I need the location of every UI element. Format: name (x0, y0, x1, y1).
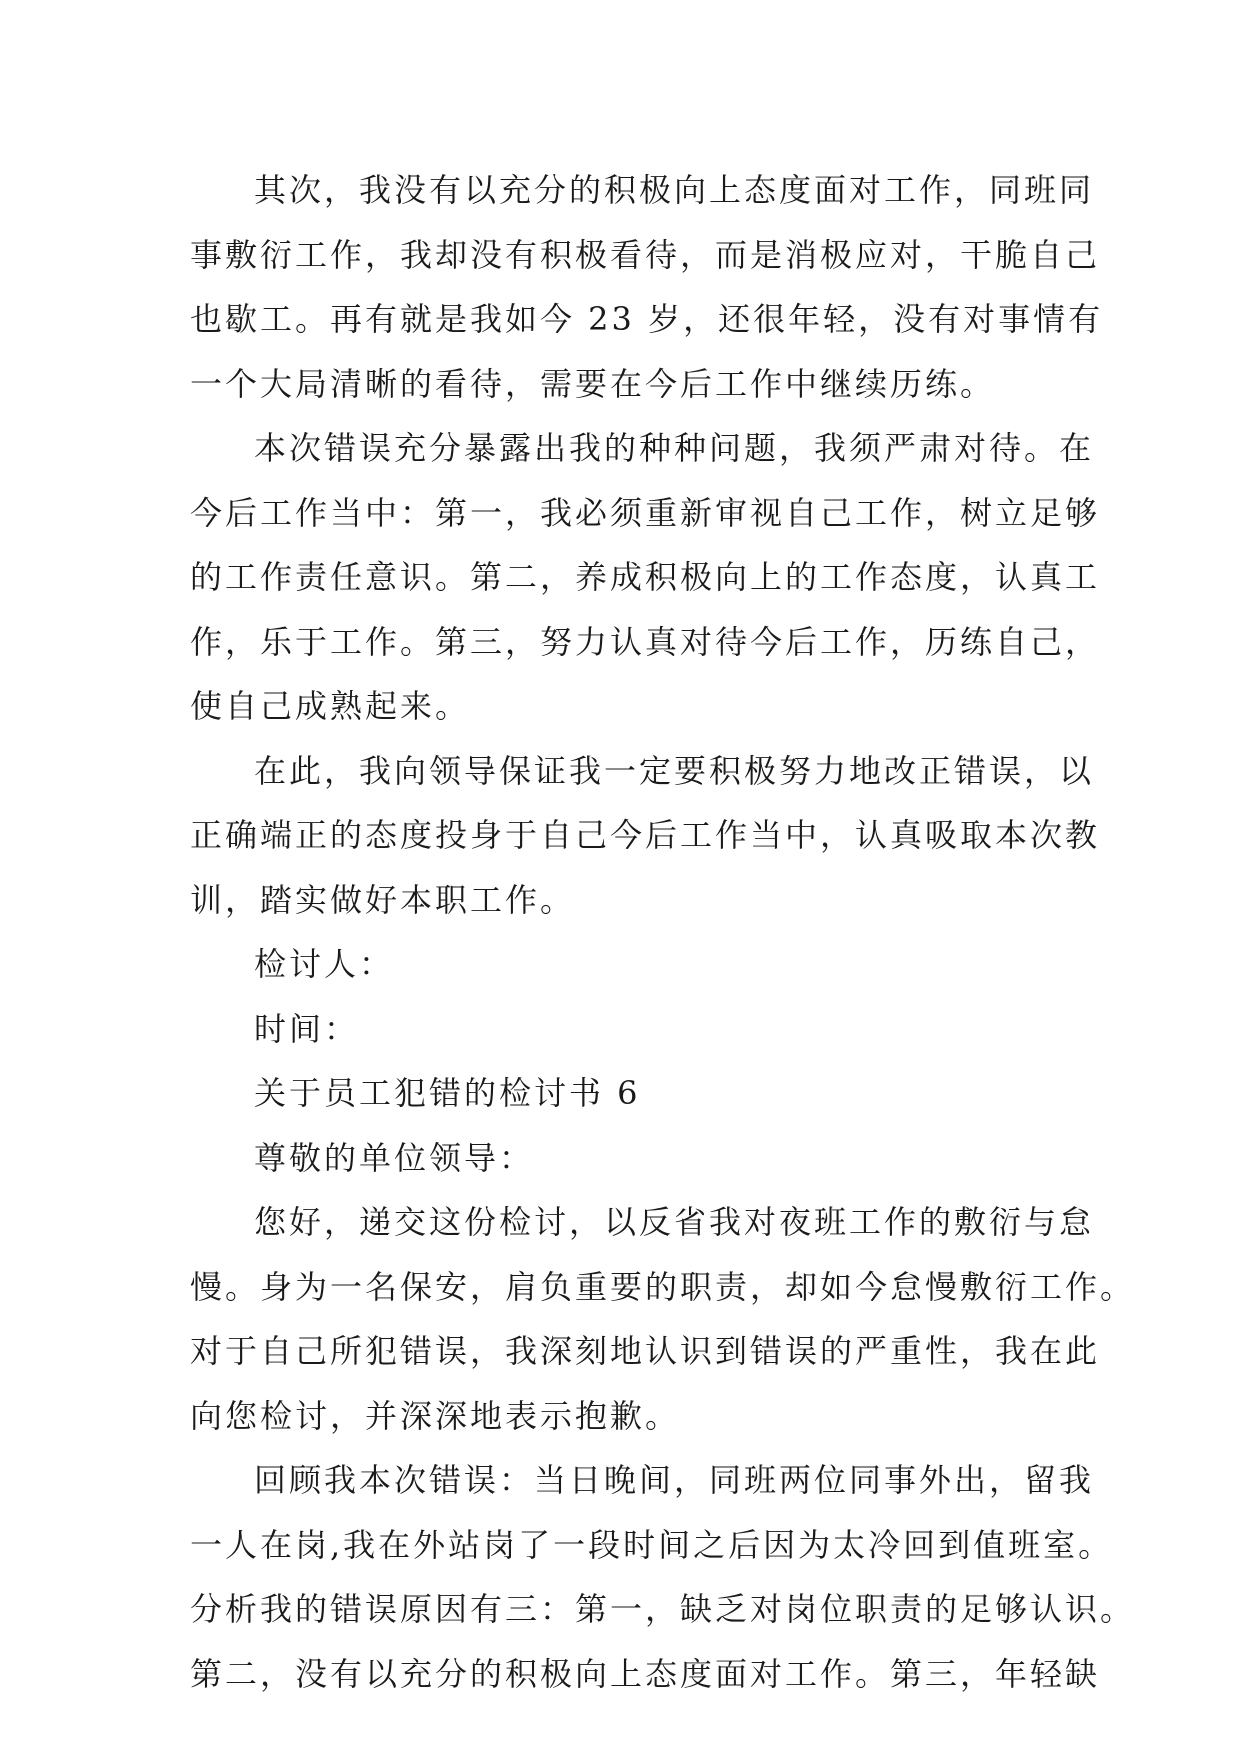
paragraph-line: 您好，递交这份检讨，以反省我对夜班工作的敷衍与怠 (254, 1203, 1095, 1241)
paragraph-line: 一人在岗,我在外站岗了一段时间之后因为太冷回到值班室。 (190, 1525, 1114, 1564)
paragraph-line: 分析我的错误原因有三：第一，缺乏对岗位职责的足够认识。 (190, 1590, 1136, 1628)
section-title: 关于员工犯错的检讨书 6 (254, 1074, 641, 1112)
paragraph-line: 正确端正的态度投身于自己今后工作当中，认真吸取本次教 (190, 816, 1101, 854)
paragraph-line: 第二，没有以充分的积极向上态度面对工作。第三，年轻缺 (190, 1654, 1101, 1693)
paragraph-line: 也歇工。再有就是我如今 23 岁，还很年轻，没有对事情有 (190, 300, 1104, 338)
paragraph-line: 作，乐于工作。第三，努力认真对待今后工作，历练自己， (190, 622, 1101, 661)
paragraph-line: 对于自己所犯错误，我深刻地认识到错误的严重性，我在此 (190, 1332, 1101, 1370)
date-label: 时间： (254, 1009, 360, 1048)
salutation: 尊敬的单位领导： (254, 1138, 535, 1177)
paragraph-line: 使自己成熟起来。 (190, 687, 471, 725)
paragraph-line: 慢。身为一名保安，肩负重要的职责，却如今怠慢敷衍工作。 (190, 1267, 1136, 1306)
paragraph-line: 向您检讨，并深深地表示抱歉。 (190, 1396, 681, 1435)
paragraph-line: 在此，我向领导保证我一定要积极努力地改正错误，以 (254, 751, 1095, 790)
paragraph-line: 今后工作当中：第一，我必须重新审视自己工作，树立足够 (190, 493, 1101, 532)
paragraph-line: 回顾我本次错误：当日晚间，同班两位同事外出，留我 (254, 1461, 1095, 1499)
paragraph-line: 事敷衍工作，我却没有积极看待，而是消极应对，干脆自己 (190, 235, 1101, 274)
paragraph-line: 本次错误充分暴露出我的种种问题，我须严肃对待。在 (254, 429, 1095, 467)
paragraph-line: 一个大局清晰的看待，需要在今后工作中继续历练。 (190, 364, 996, 403)
paragraph-line: 训，踏实做好本职工作。 (190, 880, 576, 919)
paragraph-line: 的工作责任意识。第二，养成积极向上的工作态度，认真工 (190, 558, 1101, 596)
document-body (190, 158, 1136, 1706)
signature-label: 检讨人： (254, 945, 395, 983)
paragraph-line: 其次，我没有以充分的积极向上态度面对工作，同班同 (254, 171, 1095, 209)
